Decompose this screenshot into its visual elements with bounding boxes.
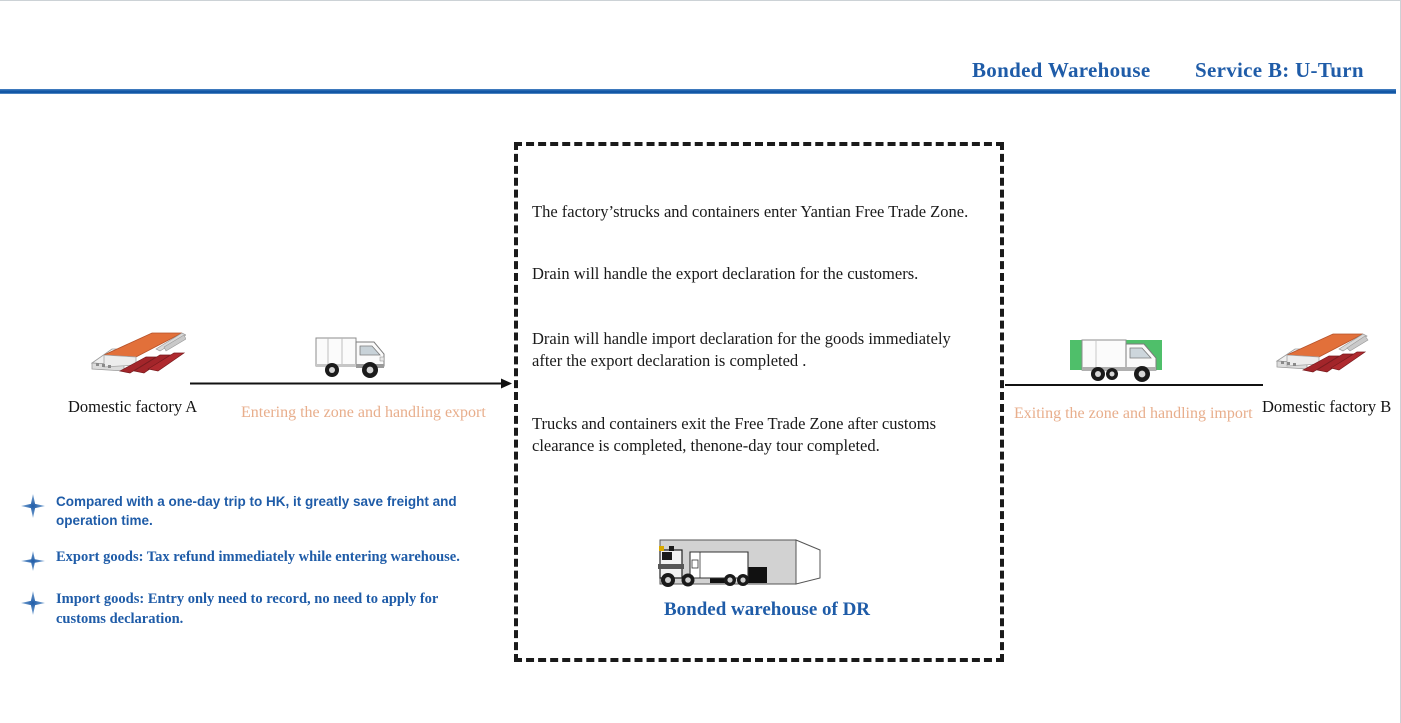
flow-arrow-into-zone <box>190 378 512 389</box>
benefit-item-2-text: Export goods: Tax refund immediately while entering warehouse. <box>56 549 460 565</box>
bonded-warehouse-caption: Bonded warehouse of DR <box>663 599 871 620</box>
zone-step-2-text: Drain will handle the export declaration for the customers. <box>532 264 919 283</box>
flow-caption-exiting-zone: Exiting the zone and handling import <box>1014 405 1253 422</box>
header-title-service-b: Service B: U-Turn <box>1195 58 1364 82</box>
benefit-item-3-text: Import goods: Entry only need to record, no need to apply for customs declaration. <box>56 591 439 627</box>
factory-a-label: Domestic factory A <box>68 397 198 416</box>
zone-step-3-text: Drain will handle import declaration for the goods immediately after the export declaration is completed . <box>532 329 951 370</box>
sparkle-icon <box>20 493 46 519</box>
flow-caption-entering-zone: Entering the zone and handling export <box>241 404 486 421</box>
sparkle-icon <box>20 590 46 616</box>
flow-line-out-of-zone <box>1005 384 1263 386</box>
factory-a-icon <box>90 327 186 379</box>
factory-b-icon <box>1275 329 1369 379</box>
header-divider-rule <box>0 89 1396 94</box>
zone-step-4-text: Trucks and containers exit the Free Trade Zone after customs clearance is completed, thenone-day tour completed. <box>532 414 937 455</box>
benefit-item-1-text: Compared with a one-day trip to HK, it greatly save freight and operation time. <box>56 494 457 528</box>
benefit-item-3 <box>20 589 490 629</box>
zone-step-1-text: The factory’strucks and containers enter Yantian Free Trade Zone. <box>532 202 969 221</box>
header-title-bonded-warehouse: Bonded Warehouse <box>972 58 1151 82</box>
factory-b-label: Domestic factory B <box>1262 397 1392 416</box>
benefit-item-2 <box>20 547 490 574</box>
delivery-truck-outbound-icon <box>312 330 390 382</box>
delivery-truck-inbound-icon <box>1068 334 1164 386</box>
sparkle-icon <box>20 548 46 574</box>
benefit-item-1 <box>20 492 490 530</box>
bonded-warehouse-icon <box>648 534 848 596</box>
